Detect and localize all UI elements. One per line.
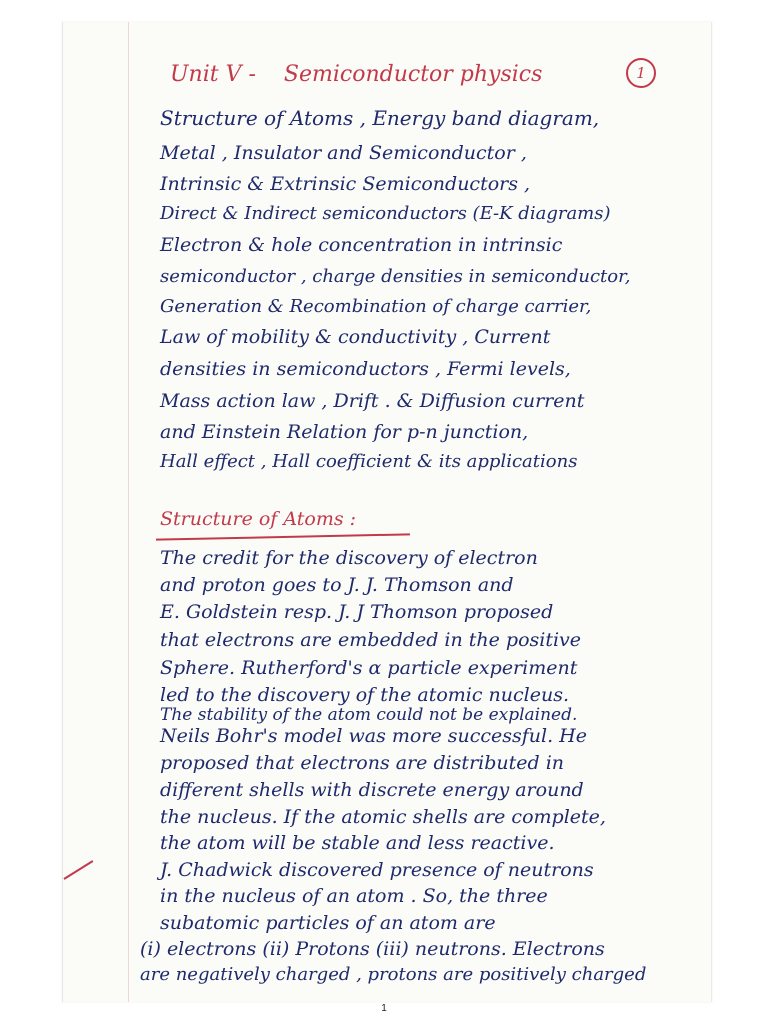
footer-page-number: 1 xyxy=(381,1003,387,1014)
syllabus-line: Direct & Indirect semiconductors (E-K diagrams) xyxy=(160,203,611,224)
section-heading: Structure of Atoms : xyxy=(160,508,357,530)
syllabus-line: Law of mobility & conductivity , Current xyxy=(160,326,551,348)
body-line: and proton goes to J. J. Thomson and xyxy=(160,574,514,596)
page-margin-line xyxy=(128,22,129,1002)
subject-title: Semiconductor physics xyxy=(283,62,543,87)
syllabus-line: Hall effect , Hall coefficient & its applications xyxy=(160,451,578,472)
body-line: subatomic particles of an atom are xyxy=(160,912,496,934)
body-line: different shells with discrete energy around xyxy=(160,779,584,801)
syllabus-line: semiconductor , charge densities in semiconductor, xyxy=(160,266,631,287)
body-line: J. Chadwick discovered presence of neutrons xyxy=(160,859,594,881)
body-line: are negatively charged , protons are positively charged xyxy=(140,964,647,985)
body-line: E. Goldstein resp. J. J Thomson proposed xyxy=(160,601,554,623)
body-line: the nucleus. If the atomic shells are complete, xyxy=(160,806,606,828)
body-line: proposed that electrons are distributed in xyxy=(160,752,565,774)
body-line: Neils Bohr's model was more successful. He xyxy=(160,725,587,747)
syllabus-line: Electron & hole concentration in intrinsic xyxy=(160,234,563,256)
syllabus-line: Generation & Recombination of charge carrier, xyxy=(160,296,592,317)
body-line: in the nucleus of an atom . So, the three xyxy=(160,885,548,907)
syllabus-line: Structure of Atoms , Energy band diagram, xyxy=(160,106,600,130)
syllabus-line: and Einstein Relation for p-n junction, xyxy=(160,421,529,443)
body-line: (i) electrons (ii) Protons (iii) neutrons. Electrons xyxy=(140,938,605,960)
body-line: the atom will be stable and less reactive. xyxy=(160,832,555,854)
syllabus-line: Metal , Insulator and Semiconductor , xyxy=(160,142,527,164)
body-line: led to the discovery of the atomic nucleus. xyxy=(160,684,570,706)
page-number-circle: 1 xyxy=(626,58,656,88)
body-line: Sphere. Rutherford's α particle experiment xyxy=(160,657,578,679)
syllabus-line: Mass action law , Drift . & Diffusion current xyxy=(160,390,585,412)
syllabus-line: densities in semiconductors , Fermi levels, xyxy=(160,358,571,380)
body-line-inserted: The stability of the atom could not be explained. xyxy=(160,705,578,725)
syllabus-line: Intrinsic & Extrinsic Semiconductors , xyxy=(160,173,531,195)
page-title xyxy=(170,62,542,87)
unit-label: Unit V - xyxy=(170,62,256,87)
body-line: that electrons are embedded in the positive xyxy=(160,629,582,651)
body-line: The credit for the discovery of electron xyxy=(160,547,538,569)
